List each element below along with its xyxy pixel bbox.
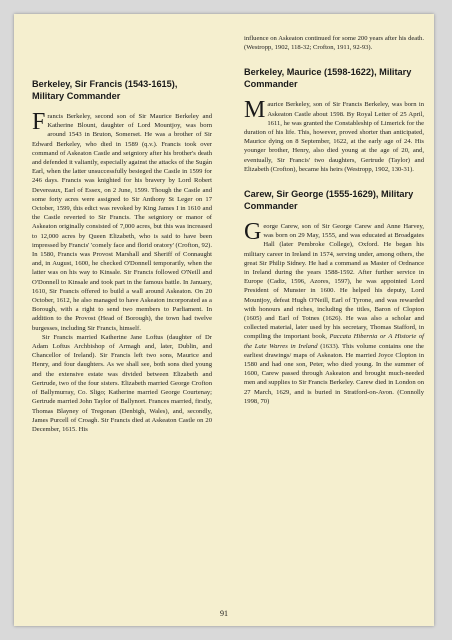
drop-cap: F [32,109,46,135]
continuation-paragraph: influence on Askeaton continued for some 200 years after his death. (Westropp, 1902, 118-32; Crofton, 1911, 92-93). [244,35,424,52]
book-title: Paccata Hibernia or A Historie of the Late Warres in Ireland [244,333,424,350]
paragraph-text: eorge Carew, son of Sir George Carew and Anne Harvey, was born on 29 May, 1555, and was educated at Broadgates Hall (later Pembroke College), Oxford. He began his military career in Ireland in 1574, serving under, among others, the great Sir Philip Sidney. He had a command as Master of Ordnance in Ireland during the years 1588-1592. After further service in Europe (Cadiz, 1596, Azores, 1597), he was appointed Lord President of Munster in 1600. He helped his deputy, Lord Mountjoy, defeat Hugh O'Neill, Earl of Tyrone, and was rewarded with honours and riches, including the titles, Baron of Clopton (1605) and Earl of Totnes (1626). He was also a scholar and collected material, later used by his secretary, Thomas Stafford, in compiling the important book, [244,223,424,341]
left-column [32,78,212,434]
body-paragraph: Sir Francis married Katherine Jane Loftus (daughter of Dr Adam Loftus Archbishop of Armagh and, later, Dublin, and Chancellor of Ireland). Sir Francis left two sons, Maurice and Henry, and four daughters. As we shall see, both sons died young and the extensive estate was divided between Elizabeth and Gertrude, two of the four sisters. Elizabeth married George Crofton of Ballymurray, Co. Sligo; Katherine married George Courtenay; Gertrude married John Taylor of Ballynort. Frances married, firstly, Thomas Blayney of Tregonan (Denbigh, Wales), and, secondly, James Purcell of Croagh. Sir Francis died at Askeaton Castle on 20 December, 1615. His [32,333,212,433]
body-paragraph [244,97,424,174]
drop-cap: G [244,219,262,246]
section-heading-berkeley-maurice: Berkeley, Maurice (1598-1622), Military Commander [244,67,412,90]
body-paragraph [32,109,212,333]
paragraph-text: rancis Berkeley, second son of Sir Maurice Berkeley and Katherine Blount, daughter of Lord Mountjoy, was born around 1543 in Bruton, Somerset. He was a brother of Sir Edward Berkeley, who died in 1589 (q.v.). Francis took over command of Askeaton Castle and seigniory after his brother's death and defended it valiantly, especially against the attacks of the Sugán Earl, when the latter unsuccessfully besieged the Castle in 1599 for 246 days. Francis was knighted for his bravery by Lord Robert Devereaux, Earl of Essex, on 2 June, 1599. Though the Castle and some forty acres were assigned to Sir Anthony St Leger on 17 October, 1599, this edict was revoked by King James I in 1610 and the Castle reverted to Sir Francis. The seigniory or manor of Askeaton originally consisted of 7,000 acres, but this was increased to 12,000 acres by Queen Elizabeth, who is said to have been impressed by Francis' 'comely face and florid oratory' (Crofton, 92). In 1580, Francis was Provost Marshall and Sheriff of Connaught and, in August, 1600, he checked O'Donnell temporarily, when the latter was on his way to Kinsale. Sir Francis followed O'Neill and O'Donnell to Kinsale and took part in the famous battle. In January, 1610, Sir Francis offered to build a wall around Askeaton. On 20 October, 1612, he also managed to have Askeaton incorporated as a Borough, with a right to send two members to Parliament. In addition to the Provost (Head of Borough), the town had twelve burgesses, including Sir Francis, himself. [32,113,212,332]
section-heading-berkeley-francis: Berkeley, Sir Francis (1543-1615), Military Commander [32,79,178,101]
document-page [14,14,434,626]
paragraph-text: (1633). This volume contains one the earliest drawings/ maps of Askeaton. He married Joyce Clopton in 1580 and had one son, Peter, who died young. In the summer of 1600, Carew passed through Askeaton and brought much-needed men and supplies to Sir Francis Berkeley. Carew died in London on 27 March, 1629, and is buried in Stratford-on-Avon. (Connolly 1998, 70) [244,342,424,405]
section-heading-carew-george: Carew, Sir George (1555-1629), Military Commander [244,189,414,212]
page-number: 91 [220,609,228,618]
right-column [244,34,424,406]
paragraph-text: aurice Berkeley, son of Sir Francis Berkeley, was born in Askeaton Castle about 1598. By Royal Letter of 25 April, 1611, he was granted the Constableship of Limerick for the duration of his life. This, however, proved shorter than anticipated, Maurice dying on 8 September, 1622, at the early age of 24. His younger brother, Henry, also died young at the age of 20, and, eventually, Sir Francis' two daughters, Gertrude (Taylor) and Elizabeth (Crofton), became his heirs (Westropp, 1902, 130-31). [244,101,424,173]
body-paragraph [244,219,424,406]
drop-cap: M [244,97,266,124]
